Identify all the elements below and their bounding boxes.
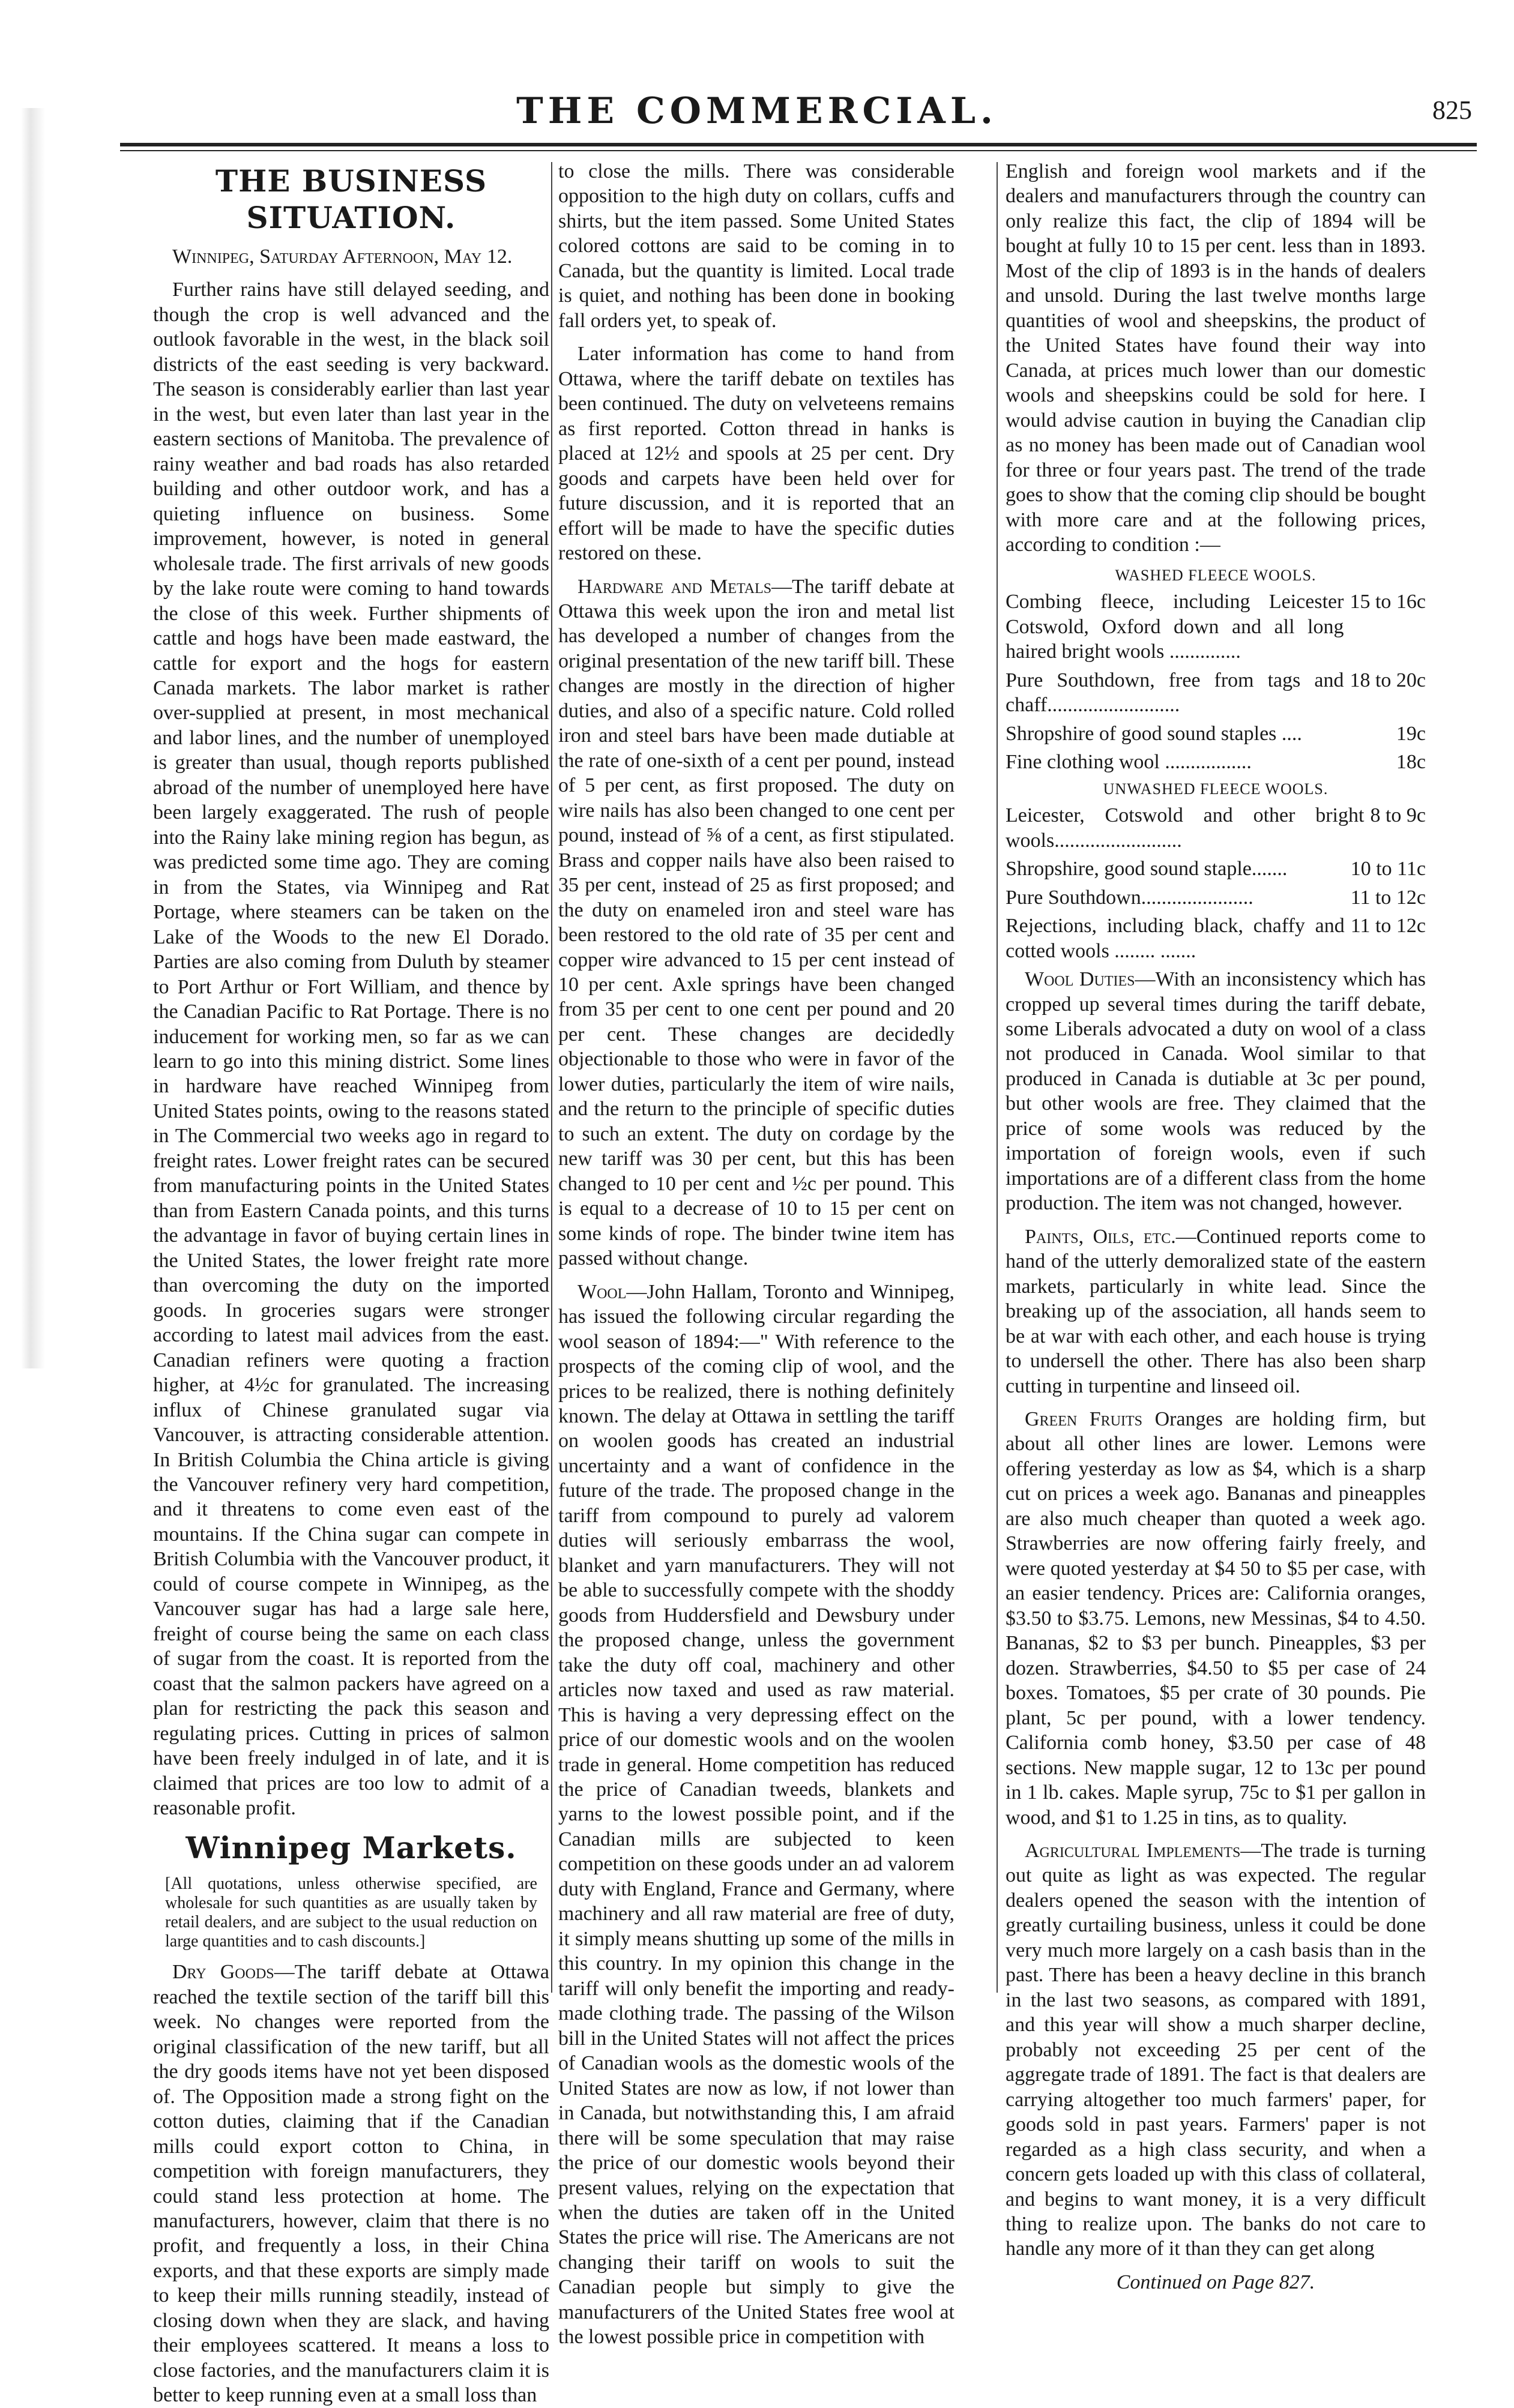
price-row xyxy=(1006,589,1426,664)
green-fruits-paragraph xyxy=(1006,1407,1426,1830)
wool-continued: English and foreign wool markets and if the dealers and manufacturers through the country can only realize this fact, the clip of 1894 will be bought at fully 10 to 15 per cent. less than in 1893. Most of the clip of 1893 is in the hands of dealers and unsold. During the last twelve months large quantities of wool and sheepskins, the product of the United States have found their way into Canada, at prices much lower than our domestic wools and sheepskins could be sold for here. I would advise caution in buying the Canadian clip as no money has been made out of Canadian wool for three or four years past. The trend of the trade goes to show that the coming clip should be bought with more care and at the following prices, according to condition :— xyxy=(1006,160,1426,556)
price-value: 18c xyxy=(1396,751,1426,774)
column-divider-1 xyxy=(551,162,552,1993)
wool-duties-body: —With an inconsistency which has cropped up several times during the tariff debate, some Liberals advocated a duty on wool of a class not produced in Canada. Wool similar to that produced in Canada is dutiable at 3c per pound, but other wools are free. They claimed that the price of some wools was reduced by the importation of foreign wools, even if such importations are of a different class from the home production. The item was not changed, however. xyxy=(1006,968,1426,1215)
price-row xyxy=(1006,803,1426,853)
price-value: 8 to 9c xyxy=(1370,804,1426,827)
business-situation-body: Further rains have still delayed seeding, and though the crop is well advanced and the outlook favorable in the west, in the black soil districts of the east seeding is very backward. The season is considerably earlier than last year in the west, but even later than last year in the eastern sections of Manitoba. The prevalence of rainy weather and bad roads has also retarded building and other outdoor work, and has a quieting influence on business. Some improvement, however, is noted in general wholesale trade. The first arrivals of new goods by the lake route were coming to hand towards the close of this week. Further shipments of cattle and hogs have been made eastward, the cattle for export and the hogs for eastern Canada markets. The labor market is rather over-supplied at present, in most mechanical and labor lines, and the number of unemployed is greater than usual, though reports published abroad of the number of unemployed here have been largely exaggerated. The rush of people into the Rainy lake mining region has begun, as was predicted some time ago. They are coming in from the States, via Winnipeg and Rat Portage, where steamers can be taken on the Lake of the Woods to the new El Dorado. Parties are also coming from Duluth by steamer to Port Arthur or Fort William, and thence by the Canadian Pacific to Rat Portage. There is no inducement for working men, so far as we can learn to go into this mining district. Some lines in hardware have reached Winnipeg from United States points, owing to the reasons stated in The Commercial two weeks ago in regard to freight rates. Lower freight rates can be secured from manufacturing points in the United States than from Eastern Canada points, and this turns the advantage in favor of buying certain lines in the United States, the lower freight rate more than overcoming the duty on the imported goods. In groceries sugars were stronger according to latest mail advices from the east. Canadian refiners were quoting a fraction higher, at 4½c for granulated. The increasing influx of Chinese granulated sugar via Vancouver, is attracting considerable attention. In British Columbia the China article is giving the Vancouver refinery very hard competition, and it threatens to come even east of the mountains. If the China sugar can compete in British Columbia with the Vancouver product, it could of course compete in Winnipeg, as the Vancouver sugar has had a large sale here, freight of course being the same on each class of sugar from the coast. It is reported from the coast that the salmon packers have agreed on a plan for restricting the pack this season and regulating prices. Cutting in prices of salmon have been freely indulged in of late, and it is claimed that prices are too low to admit of a reasonable profit. xyxy=(153,278,549,1820)
dry-goods-later-info: Later information has come to hand from Ottawa, where the tariff debate on textiles has been continued. The duty on velveteens remains as first reported. Cotton thread in hanks is placed at 12½ and spools at 25 per cent. Dry goods and carpets have been held over for future discussion, and it is reported that an effort will be made to have the specific duties restored on these. xyxy=(558,343,955,565)
paints-lead: Paints, Oils, etc. xyxy=(1025,1225,1176,1248)
price-value: 11 to 12c xyxy=(1350,886,1426,909)
green-fruits-body: Oranges are holding firm, but about all other lines are lower. Lemons were offering yesterday as low as $4, which is a sharp cut on prices a week ago. Bananas and pineapples are also much cheaper than quoted a week ago. Strawberries are now offering fairly freely, and were quoted yesterday at $4 50 to $5 per case, with an easier tendency. Prices are: California oranges, $3.50 to $3.75. Lemons, new Messinas, $4 to 4.50. Bananas, $2 to $3 per bunch. Pineapples, $3 per dozen. Strawberries, $4.50 to $5 per case of 24 boxes. Tomatoes, $5 per crate of 30 pounds. Pie plant, 5c per pound, with a lower tendency. California comb honey, $3.50 per case of 48 sections. New mapple sugar, 12 to 13c per pound in 1 lb. cakes. Maple syrup, 75c to $1 per gallon in wood, and $1 to 1.25 in tins, as to quality. xyxy=(1006,1408,1426,1829)
dry-goods-lead: Dry Goods xyxy=(172,1961,274,1984)
continued-note: Continued on Page 827. xyxy=(1116,2271,1315,2293)
price-label: Combing fleece, including Leicester Cotswold, Oxford down and all long haired bright wools .............. xyxy=(1006,591,1344,663)
price-row xyxy=(1006,750,1426,774)
column-1 xyxy=(153,159,550,2407)
price-value: 18 to 20c xyxy=(1350,669,1426,691)
hardware-lead: Hardware and Metals xyxy=(578,575,772,598)
price-label: Pure Southdown...................... xyxy=(1006,886,1253,909)
price-value: 10 to 11c xyxy=(1350,858,1426,880)
unwashed-wools-table xyxy=(1006,803,1426,963)
price-row xyxy=(1006,856,1426,881)
paints-body: —Continued reports come to hand of the utterly demoralized state of the eastern markets, particularly in white lead. Since the breaking up of the association, all hands seem to be at war with each other, and each house is trying to undersell the other. There has also been sharp cutting in turpentine and linseed oil. xyxy=(1006,1225,1426,1397)
price-label: Shropshire of good sound staples .... xyxy=(1006,722,1302,745)
winnipeg-markets-heading: Winnipeg Markets. xyxy=(185,1829,517,1865)
dry-goods-body: —The tariff debate at Ottawa reached the textile section of the tariff bill this week. No changes were reported from the original classification of the new tariff, but all the dry goods items have not yet been disposed of. The Opposition made a strong fight on the cotton duties, claiming that if the Canadian mills could export cotton to China, in competition with foreign manufacturers, they could stand less protection at home. The manufacturers, however, claim that there is no profit, and frequently a loss, in their China exports, and that these exports are simply made to keep their mills running steadily, instead of closing down when they are slack, and having their employees scattered. It means a loss to close factories, and the manufacturers claim it is better to keep running even at a small loss than xyxy=(153,1961,550,2407)
masthead xyxy=(0,90,1514,132)
price-value: 11 to 12c xyxy=(1350,915,1426,938)
dry-goods-continued: to close the mills. There was considerable opposition to the high duty on collars, cuffs and shirts, but the item passed. Some United States colored cottons are said to be coming in to Canada, but the quantity is limited. Local trade is quiet, and nothing has been done in booking fall orders yet, to speak of. xyxy=(558,160,955,332)
paints-paragraph xyxy=(1006,1224,1426,1398)
washed-wools-heading: WASHED FLEECE WOOLS. xyxy=(1115,566,1316,584)
header-rule-thick xyxy=(120,143,1477,146)
dateline: Winnipeg, Saturday Afternoon, May 12. xyxy=(172,245,513,268)
page-number: 825 xyxy=(1432,95,1472,125)
price-value: 19c xyxy=(1396,722,1426,745)
price-label: Leicester, Cotswold and other bright wools......................... xyxy=(1006,804,1365,852)
price-row xyxy=(1006,914,1426,963)
quotations-note: [All quotations, unless otherwise specified, are wholesale for such quantities as are usually taken by retail dealers, and are subject to the usual reduction on large quantities and to cash discounts.] xyxy=(165,1874,537,1951)
wool-duties-paragraph xyxy=(1006,967,1426,1216)
price-label: Fine clothing wool ................. xyxy=(1006,751,1252,774)
price-label: Shropshire, good sound staple....... xyxy=(1006,858,1288,880)
price-label: Pure Southdown, free from tags and chaff.......................... xyxy=(1006,669,1344,717)
wool-paragraph xyxy=(558,1280,955,2350)
column-3 xyxy=(1006,159,1426,2293)
price-row xyxy=(1006,668,1426,718)
agricultural-lead: Agricultural Implements xyxy=(1025,1839,1241,1862)
wool-body: —John Hallam, Toronto and Winnipeg, has issued the following circular regarding the wool season of 1894:—" With reference to the prospects of the coming clip of wool, and the prices to be realized, there is nothing definitely known. The delay at Ottawa in settling the tariff on woolen goods has created an industrial uncertainty and a want of confidence in the future of the trade. The proposed change in the tariff from compound to purely ad valorem duties will seriously embarrass the wool, blanket and yarn manufacturers. They will not be able to successfully compete with the shoddy goods from Huddersfield and Dewsbury under the proposed change, unless the government take the duty off coal, machinery and other articles now taxed and used as raw material. This is having a very depressing effect on the price of our domestic wools and on the woolen trade in general. Home competition has reduced the price of Canadian tweeds, blankets and yarns to the lowest possible point, and if the Canadian mills are subjected to keen competition on these goods under an ad valorem duty with England, France and Germany, where machinery and all raw material are free of duty, it simply means shutting up some of the mills in this country. In my opinion this change in the tariff will only benefit the importing and ready-made clothing trade. The passing of the Wilson bill in the United States will not affect the prices of Canadian wools as the domestic wools of the United States are now as low, if not lower than in Canada, but notwithstanding this, I am afraid there will be some speculation that may raise the price of our domestic wools beyond their present values, relying on the expectation that when the duties are taken off in the United States the price will rise. The Americans are not changing their tariff on wools to suit the Canadian people but simply to give the manufacturers of the United States free wool at the lowest possible price in competition with xyxy=(558,1280,955,2349)
business-situation-heading: THE BUSINESS SITUATION. xyxy=(215,163,487,235)
hardware-body: —The tariff debate at Ottawa this week upon the iron and metal list has developed a number of changes from the original presentation of the new tariff bill. These changes are mostly in the direction of higher duties, and also of a specific nature. Cold rolled iron and steel bars have been made dutiable at the rate of one-sixth of a cent per pound, instead of 5 per cent, as first proposed. The duty on wire nails has also been changed to one cent per pound, instead of ⅝ of a cent, as first stipulated. Brass and copper nails have also been raised to 35 per cent, instead of 25 as first proposed; and the duty on enameled iron and steel ware has been restored to the old rate of 35 per cent and copper wire advanced to 15 per cent instead of 10 per cent. Axle springs have been changed from 35 per cent to one cent per pound and 20 per cent. These changes are decidedly objectionable to those who were in favor of the lower duties, particularly the item of wire nails, and the return to the principle of specific duties to such an extent. The duty on cordage by the new tariff was 30 per cent, but this has been changed to 10 per cent and ½c per pound. This is equal to a decrease of 10 to 15 per cent on some kinds of rope. The binder twine item has passed without change. xyxy=(558,575,955,1270)
unwashed-wools-heading: UNWASHED FLEECE WOOLS. xyxy=(1103,780,1329,798)
scan-edge-shadow xyxy=(21,108,45,1368)
hardware-paragraph xyxy=(558,574,955,1271)
washed-wools-table xyxy=(1006,589,1426,774)
column-2 xyxy=(558,159,955,2349)
agricultural-body: —The trade is turning out quite as light as was expected. The regular dealers opened the season with the intention of greatly curtailing business, unless it could be done very much more largely on a cash basis than in the past. There has been a heavy decline in this branch in the last two seasons, as compared with 1891, and this year will show a much sharper decline, probably not exceeding 25 per cent of the aggregate trade of 1891. The fact is that dealers are carrying altogether too much farmers' paper, for goods sold in past years. Farmers' paper is not regarded as a high class security, and when a concern gets loaded up with this class of collateral, and begins to want money, it is a very difficult thing to realize upon. The banks do not care to handle any more of it than they can get along xyxy=(1006,1839,1426,2260)
header-rule-thin xyxy=(120,150,1477,151)
price-row xyxy=(1006,885,1426,910)
wool-duties-lead: Wool Duties xyxy=(1025,968,1135,991)
wool-lead: Wool xyxy=(578,1280,627,1303)
dry-goods-paragraph xyxy=(153,1960,549,2407)
green-fruits-lead: Green Fruits xyxy=(1025,1408,1143,1430)
agricultural-paragraph xyxy=(1006,1838,1426,2262)
publication-title: THE COMMERCIAL. xyxy=(516,90,998,132)
price-label: Rejections, including black, chaffy and cotted wools ........ ....... xyxy=(1006,915,1345,962)
price-row xyxy=(1006,721,1426,746)
price-value: 15 to 16c xyxy=(1350,591,1426,613)
column-divider-2 xyxy=(997,162,998,1993)
